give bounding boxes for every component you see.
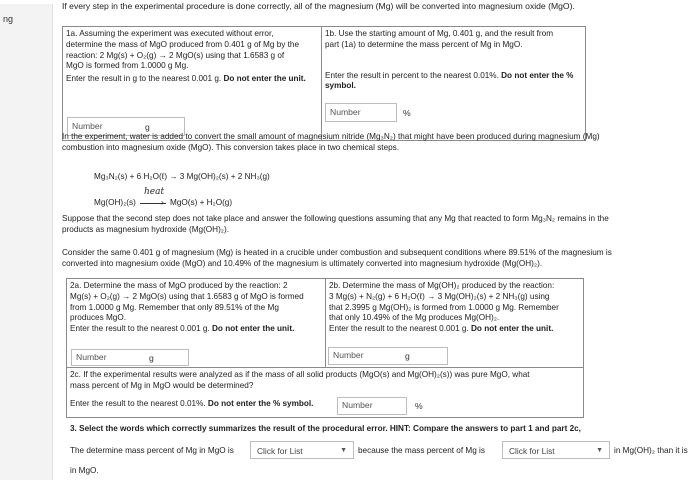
paragraph-conditions bbox=[62, 248, 692, 270]
p2-line2: combustion into magnesium oxide (MgO). This conversion takes place in two chemical steps. bbox=[62, 142, 400, 152]
q2c-instruction: Enter the result to the nearest 0.01%. bbox=[70, 398, 208, 408]
q1b-placeholder: Number bbox=[330, 106, 361, 117]
q2a-line3: from 1.0000 g Mg. Remember that only 89.51% of the Mg bbox=[70, 302, 279, 312]
q1a-line1: 1a. Assuming the experiment was executed without error, bbox=[66, 29, 274, 38]
paragraph-nitride bbox=[62, 132, 692, 154]
question-3-text-4: in MgO. bbox=[70, 466, 99, 475]
question-1a bbox=[63, 27, 321, 87]
q3-dropdown-2-value: Click for List bbox=[509, 446, 555, 456]
q2a-line1: 2a. Determine the mass of MgO produced by the reaction: 2 bbox=[70, 281, 288, 290]
q1a-unit: g bbox=[145, 122, 150, 132]
question-1-box bbox=[62, 26, 586, 141]
q2a-answer-input[interactable] bbox=[71, 349, 189, 366]
p4-line1: Consider the same 0.401 g of magnesium (Mg) is heated in a crucible under combustion and subsequent conditions where 89.51% of the magnesium is bbox=[62, 248, 612, 257]
chevron-down-icon: ▼ bbox=[596, 447, 603, 454]
q2a-unit: g bbox=[149, 353, 154, 363]
q1b-line1: 1b. Use the starting amount of Mg, 0.401 g, and the result from bbox=[325, 29, 554, 38]
q2a-line2: Mg(s) + O₂(g) → 2 MgO(s) using that 1.6583 g of MgO is formed bbox=[70, 291, 304, 301]
equation-2-heat: heat bbox=[144, 187, 165, 197]
equation-2-left: Mg(OH)₂(s) bbox=[94, 198, 136, 207]
q2b-placeholder: Number bbox=[333, 350, 364, 361]
q1a-instruction-bold: Do not enter the unit. bbox=[223, 74, 306, 84]
q1a-line3: reaction: 2 Mg(s) + O₂(g) → 2 MgO(s) using that 1.6583 g of bbox=[66, 50, 285, 60]
q2c-line1: 2c. If the experimental results were analyzed as if the mass of all solid products (MgO(s) and Mg(OH)₂(s)) was pure MgO, what bbox=[70, 370, 530, 379]
q2b-line2: 3 Mg(s) + N₂(g) + 6 H₂O(ℓ) → 3 Mg(OH)₂(s) + 2 NH₃(g) using bbox=[329, 291, 550, 301]
intro-text: If every step in the experimental procedure is done correctly, all of the magnesium (Mg) will be converted into magnesium oxide (MgO). bbox=[62, 1, 575, 11]
question-2c bbox=[67, 368, 583, 411]
q2c-instruction-bold: Do not enter the % symbol. bbox=[207, 398, 314, 408]
q2c-answer-input[interactable] bbox=[337, 397, 407, 415]
q2c-line2: mass percent of Mg in MgO would be determined? bbox=[70, 380, 254, 390]
q1a-instruction: Enter the result in g to the nearest 0.001 g. bbox=[66, 74, 224, 84]
q2b-instruction: Enter the result to the nearest 0.001 g. bbox=[329, 324, 472, 334]
q2a-placeholder: Number bbox=[76, 351, 107, 362]
p3-line1: Suppose that the second step does not take place and answer the following questions assuming that any Mg that reacted to form Mg₃N₂ remains in the bbox=[62, 214, 609, 223]
q3-dropdown-1-value: Click for List bbox=[257, 446, 303, 456]
q2c-placeholder: Number bbox=[342, 400, 373, 411]
question-1b bbox=[322, 27, 586, 94]
p4-line2: converted into magnesium oxide (MgO) and 10.49% of the magnesium is ultimately converted into magnesium hydroxide (Mg(OH)₂). bbox=[62, 258, 543, 268]
q2c-unit: % bbox=[415, 401, 423, 411]
paragraph-assumption bbox=[62, 214, 692, 236]
chevron-down-icon: ▼ bbox=[340, 447, 347, 454]
question-3-text-3: in Mg(OH)₂ than it is bbox=[614, 446, 688, 455]
question-3-text-2: because the mass percent of Mg is bbox=[358, 446, 485, 455]
question-2b bbox=[326, 279, 584, 337]
q2b-line3: that 2.3995 g Mg(OH)₂ is formed from 1.0000 g Mg. Remember bbox=[329, 302, 559, 312]
p3-line2: products as magnesium hydroxide (Mg(OH)₂). bbox=[62, 224, 229, 234]
q1b-answer-input[interactable] bbox=[325, 103, 397, 122]
q2b-answer-input[interactable] bbox=[328, 347, 448, 365]
question-2-box bbox=[66, 278, 584, 418]
question-3-prompt: 3. Select the words which correctly summarizes the result of the procedural error. HINT: Compare the answers to part 1 and part 2c, bbox=[70, 424, 581, 433]
q1b-line2: part (1a) to determine the mass percent of Mg in MgO. bbox=[325, 39, 523, 49]
q3-dropdown-2[interactable] bbox=[502, 441, 610, 459]
sidebar-tab[interactable] bbox=[0, 4, 53, 480]
q2a-instruction: Enter the result to the nearest 0.001 g. bbox=[70, 324, 213, 334]
q1b-instruction: Enter the result in percent to the nearest 0.01%. bbox=[325, 70, 502, 80]
q2b-unit: g bbox=[405, 351, 410, 361]
p2-line1: In the experiment, water is added to convert the small amount of magnesium nitride (Mg₃N₂) that might have been produced during magnesium (Mg) bbox=[62, 132, 600, 141]
q2a-line4: produces MgO. bbox=[70, 313, 126, 323]
question-3-text-1: The determine mass percent of Mg in MgO is bbox=[70, 446, 234, 455]
question-2a bbox=[67, 279, 325, 337]
equation-2-right: MgO(s) + H₂O(g) bbox=[170, 198, 233, 207]
q1a-line4: MgO is formed from 1.0000 g Mg. bbox=[66, 61, 189, 71]
q2b-line1: 2b. Determine the mass of Mg(OH)₂ produced by the reaction: bbox=[329, 281, 555, 290]
equation-2-arrowhead: › bbox=[161, 198, 164, 207]
sidebar-tab-label: ng bbox=[3, 14, 14, 24]
q1b-instruction-bold: Do not enter the % symbol. bbox=[325, 70, 574, 91]
q1a-line2: determine the mass of MgO produced from 0.401 g of Mg by the bbox=[66, 39, 300, 49]
q2b-line4: that only 10.49% of the Mg produces Mg(OH)₂. bbox=[329, 313, 500, 323]
q3-dropdown-1[interactable] bbox=[250, 441, 354, 459]
q2a-instruction-bold: Do not enter the unit. bbox=[212, 324, 295, 334]
q1a-placeholder: Number bbox=[72, 120, 103, 131]
q1b-unit: % bbox=[403, 108, 411, 118]
q2b-instruction-bold: Do not enter the unit. bbox=[471, 324, 554, 334]
equation-1: Mg₃N₂(s) + 6 H₂O(ℓ) → 3 Mg(OH)₂(s) + 2 NH₃(g) bbox=[94, 172, 270, 181]
